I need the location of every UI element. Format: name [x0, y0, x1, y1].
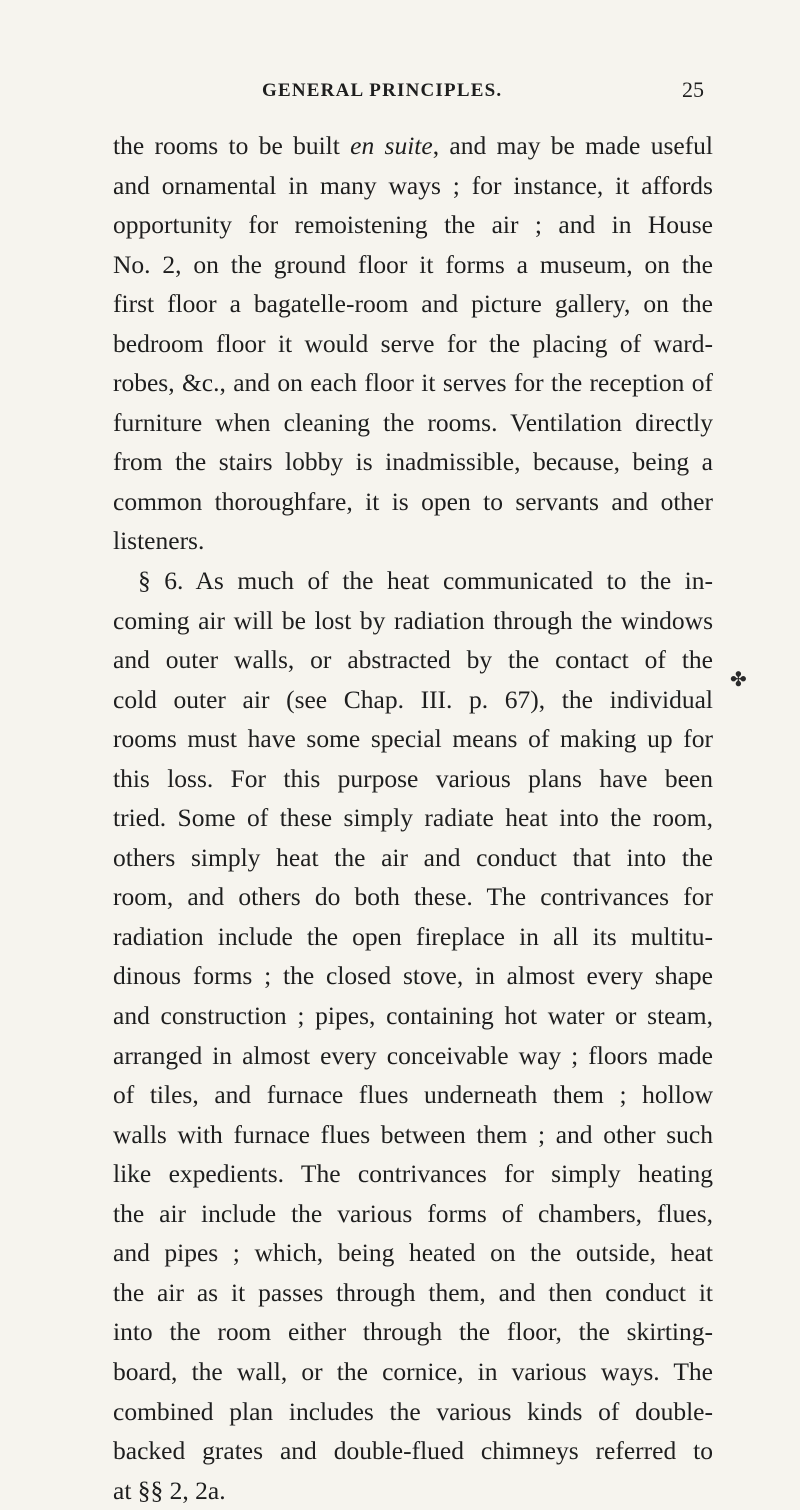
text-line: this loss. For this purpose various plans have been [113, 763, 713, 793]
text-line: tried. Some of these simply radiate heat into the room, [113, 803, 713, 833]
text-line: bedroom floor it would serve for the placing of ward- [113, 328, 713, 358]
text-line: room, and others do both these. The contrivances for [113, 882, 713, 912]
text-line: the air include the various forms of chambers, flues, [113, 1198, 713, 1228]
text-line: common thoroughfare, it is open to servants and other [113, 486, 713, 516]
running-head [0, 77, 800, 110]
text-line: board, the wall, or the cornice, in various ways. The [113, 1356, 713, 1386]
text-line: rooms must have some special means of making up for [113, 724, 713, 754]
text-line: from the stairs lobby is inadmissible, because, being a [113, 447, 713, 477]
text-segment: , and may be made useful [432, 131, 714, 160]
text-line: others simply heat the air and conduct that into the [113, 842, 713, 872]
text-line: the air as it passes through them, and then conduct it [113, 1277, 713, 1307]
text-line: into the room either through the floor, the skirting- [113, 1317, 713, 1347]
body-text [113, 126, 713, 1510]
text-line: cold outer air (see Chap. III. p. 67), the individual [113, 684, 713, 714]
paragraph-end-line: at §§ 2, 2a. [113, 1475, 226, 1505]
text-line: first floor a bagatelle-room and picture gallery, on the [113, 289, 713, 319]
text-line: No. 2, on the ground floor it forms a museum, on the [113, 249, 713, 279]
text-line: radiation include the open fireplace in all its multitu- [113, 921, 713, 951]
running-head-title: GENERAL PRINCIPLES. [262, 80, 503, 101]
text-line: like expedients. The contrivances for simply heating [113, 1159, 713, 1189]
text-line: walls with furnace flues between them ; and other such [113, 1119, 713, 1149]
text-line: arranged in almost every conceivable way ; floors made [113, 1040, 713, 1070]
section-heading-line: § 6. As much of the heat communicated to the in- [138, 566, 713, 596]
text-segment: the rooms to be built [113, 131, 351, 160]
text-line: and outer walls, or abstracted by the contact of the [113, 645, 713, 675]
text-line: furniture when cleaning the rooms. Ventilation directly [113, 407, 713, 437]
page-number: 25 [682, 77, 704, 102]
text-line: and ornamental in many ways ; for instance, it affords [113, 170, 713, 200]
margin-ornament-icon: ✤ [730, 669, 747, 691]
text-line: opportunity for remoistening the air ; and in House [113, 210, 713, 240]
text-line: and construction ; pipes, containing hot water or steam, [113, 1001, 713, 1031]
text-line: and pipes ; which, being heated on the outside, heat [113, 1238, 713, 1268]
text-line: backed grates and double-flued chimneys referred to [113, 1436, 713, 1466]
text-line: of tiles, and furnace flues underneath them ; hollow [113, 1080, 713, 1110]
text-line [113, 126, 713, 166]
paragraph-end-line: listeners. [113, 526, 205, 556]
text-line: dinous forms ; the closed stove, in almost every shape [113, 961, 713, 991]
text-line: combined plan includes the various kinds of double- [113, 1396, 713, 1426]
text-line: coming air will be lost by radiation through the windows [113, 605, 713, 635]
italic-phrase: en suite [350, 131, 433, 160]
text-line: robes, &c., and on each floor it serves for the reception of [113, 368, 713, 398]
